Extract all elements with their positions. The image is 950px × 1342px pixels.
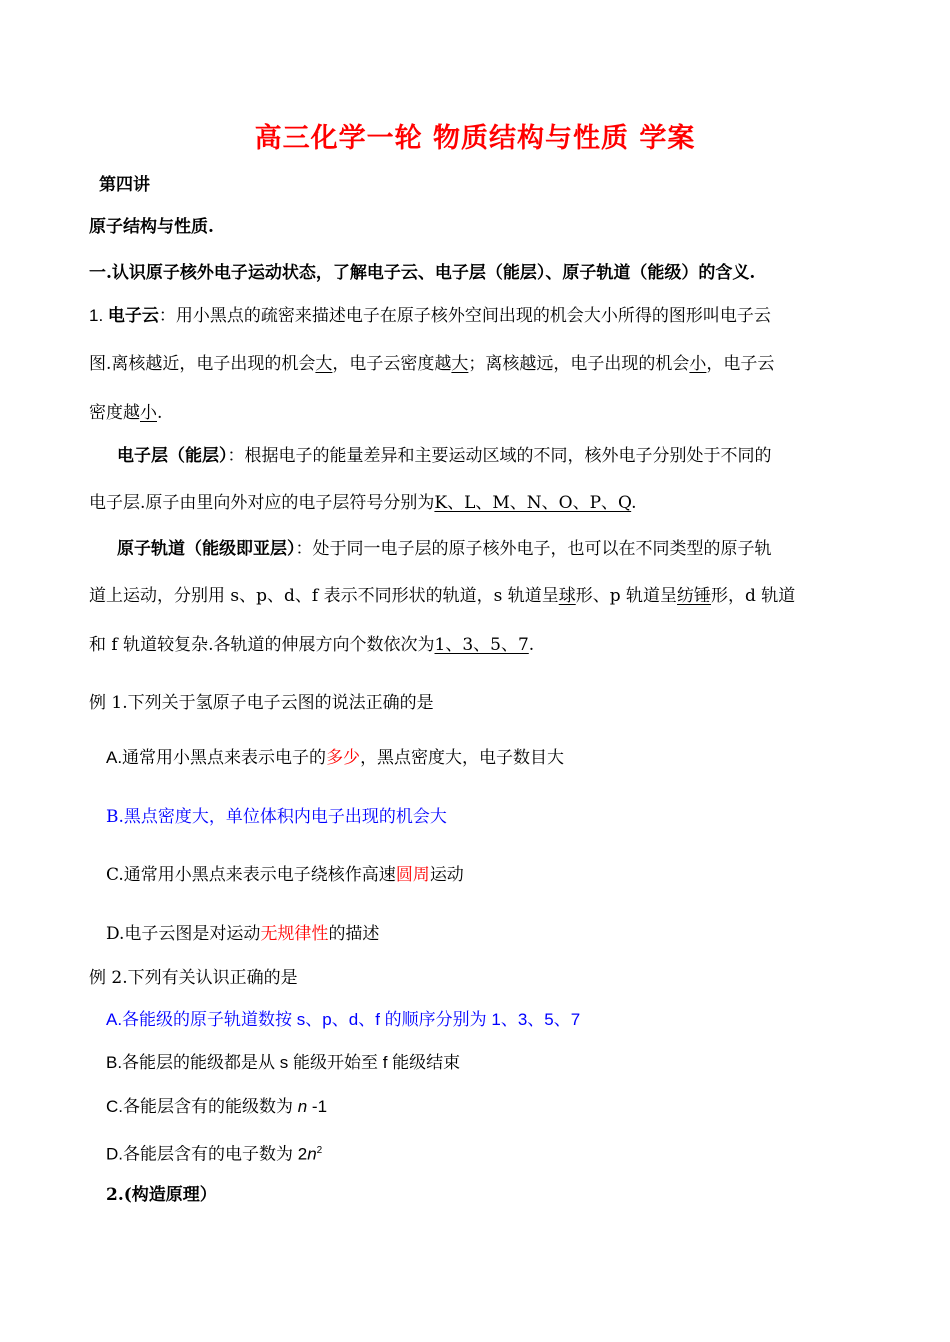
example1-option-a: A.通常用小黑点来表示电子的多少，黑点密度大，电子数目大 bbox=[106, 748, 565, 768]
answer-blank: 1、3、5、7 bbox=[434, 635, 529, 655]
example1-option-b: B.黑点密度大，单位体积内电子出现的机会大 bbox=[106, 807, 447, 827]
electron-shell-line-1: 电子层（能层）：根据电子的能量差异和主要运动区域的不同，核外电子分别处于不同的 bbox=[117, 446, 772, 466]
example2-option-d: D.各能层含有的电子数为 $2n^2$ bbox=[106, 1144, 323, 1164]
answer-blank: 大 bbox=[451, 354, 469, 374]
answer-blank: 大 bbox=[315, 354, 333, 374]
example1-option-c: C.通常用小黑点来表示电子绕核作高速圆周运动 bbox=[106, 865, 464, 885]
answer-blank: 小 bbox=[689, 354, 707, 374]
electron-cloud-line-2: 图.离核越近，电子出现的机会大，电子云密度越大；离核越远，电子出现的机会小，电子云 bbox=[89, 354, 775, 374]
electron-shell-term: 电子层（能层） bbox=[117, 446, 228, 466]
answer-blank: K、L、M、N、O、P、Q bbox=[434, 493, 632, 513]
atomic-orbital-line-1: 原子轨道（能级即亚层）：处于同一电子层的原子核外电子，也可以在不同类型的原子轨 bbox=[117, 539, 772, 559]
example2-option-a: A.各能级的原子轨道数按 s、p、d、f 的顺序分别为 1、3、5、7 bbox=[106, 1010, 581, 1029]
answer-blank: 球 bbox=[558, 586, 576, 606]
example1-option-d: D.电子云图是对运动无规律性的描述 bbox=[106, 924, 380, 944]
atomic-orbital-term: 原子轨道（能级即亚层） bbox=[117, 539, 296, 559]
electron-shell-line-2: 电子层.原子由里向外对应的电子层符号分别为K、L、M、N、O、P、Q. bbox=[89, 493, 637, 513]
lecture-number: 第四讲 bbox=[99, 175, 150, 195]
example2-option-c: C.各能层含有的能级数为 n -1 bbox=[106, 1097, 328, 1116]
part2-heading: 2.(构造原理） bbox=[106, 1185, 217, 1205]
answer-blank: 小 bbox=[140, 403, 157, 423]
section-title: 原子结构与性质. bbox=[89, 217, 214, 237]
document-title: 高三化学一轮 物质结构与性质 学案 bbox=[254, 123, 696, 154]
atomic-orbital-line-3: 和 f 轨道较复杂.各轨道的伸展方向个数依次为1、3、5、7. bbox=[89, 635, 535, 655]
electron-cloud-line-1: 1. 电子云：用小黑点的疏密来描述电子在原子核外空间出现的机会大小所得的图形叫电子云 bbox=[89, 306, 771, 326]
electron-cloud-term: 电子云 bbox=[107, 306, 159, 326]
example1-stem: 例 1.下列关于氢原子电子云图的说法正确的是 bbox=[89, 693, 434, 713]
answer-blank: 纺锤 bbox=[677, 586, 712, 606]
atomic-orbital-line-2: 道上运动，分别用 s、p、d、f 表示不同形状的轨道，s 轨道呈球形、p 轨道呈纺锤形，d 轨道 bbox=[89, 586, 796, 606]
example2-stem: 例 2.下列有关认识正确的是 bbox=[89, 968, 298, 988]
example2-option-b: B.各能层的能级都是从 s 能级开始至 f 能级结束 bbox=[106, 1053, 461, 1072]
part1-heading: 一.认识原子核外电子运动状态，了解电子云、电子层（能层）、原子轨道（能级）的含义. bbox=[89, 263, 756, 283]
electron-cloud-line-3: 密度越小. bbox=[89, 403, 163, 423]
